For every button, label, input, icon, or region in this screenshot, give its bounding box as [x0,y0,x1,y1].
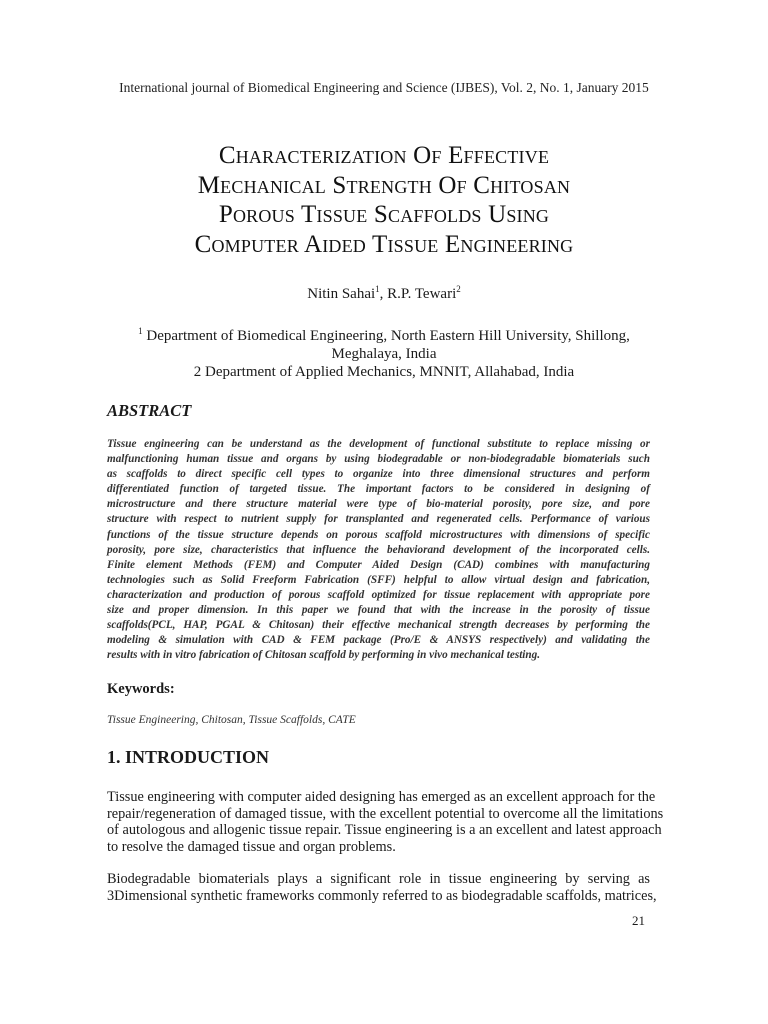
abstract-line: results with in vitro fabrication of Chitosan scaffold by performing in vivo mechanical testing. [107,649,541,662]
author-name: R.P. Tewari [387,286,457,302]
affiliation-line: $^1$ Department of Biomedical Engineering, North Eastern Hill University, Shillong, [138,326,630,344]
abstract-line: scaffolds(PCL, HAP, PGAL & Chitosan) their effective mechanical strength decreases by performing the [107,619,650,632]
abstract-line: Finite element Methods (FEM) and Computer Aided Design (CAD) combines with manufacturing [107,558,650,571]
paper-title [100,141,668,259]
abstract-line: technologies such as Solid Freeform Fabrication (SFF) helpful to allow virtual design and fabrication, [107,573,650,586]
introduction-heading: 1. INTRODUCTION [107,747,270,767]
abstract-line: differentiated function of targeted tissue. The important factors to be considered in designing of [107,483,650,496]
affiliation-line: 2 Department of Applied Mechanics, MNNIT, Allahabad, India [193,364,575,380]
affiliation-marker: 1 [138,326,143,336]
affiliations [100,322,668,381]
abstract-line: Tissue engineering can be understand as the development of functional substitute to replace missing or [107,438,650,450]
abstract-body [107,437,650,663]
abstract-line: as scaffolds to direct specific cell types to organize into three dimensional structures and perform [107,468,650,481]
paragraph-line: of autologous and allogenic tissue repair. Tissue engineering is a an excellent and latest approach [107,822,662,839]
paragraph-line: Tissue engineering with computer aided designing has emerged as an excellent approach for the [107,789,656,805]
paragraph-line: to resolve the damaged tissue and organ problems. [107,838,396,855]
author-separator: , [379,286,388,302]
title-line: Characterization Of Effective [218,142,550,169]
intro-paragraph [107,789,664,855]
abstract-line: characterization and production of porous scaffold optimized for tissue replacement with appropriate pore [107,588,650,601]
keywords-list: Tissue Engineering, Chitosan, Tissue Scaffolds, CATE [107,714,356,726]
keywords-heading: Keywords: [107,681,175,697]
page-number: 21 [632,913,645,928]
title-line: Computer Aided Tissue Engineering [194,230,574,258]
title-line: Mechanical Strength Of Chitosan [197,171,571,199]
intro-paragraph [107,871,657,904]
paragraph-line: Biodegradable biomaterials plays a significant role in tissue engineering by serving as [107,871,650,887]
abstract-line: functions of the tissue structure depends on porous scaffold microstructures with dimensions of specific [107,528,650,541]
author-name: Nitin Sahai [307,286,376,302]
abstract-line: modeling & simulation with CAD & FEM package (Pro/E & ANSYS respectively) and validating the [107,634,650,647]
paragraph-line: repair/regeneration of damaged tissue, with the excellent potential to overcome all the limitations [107,805,664,822]
author-affiliation-marker: 1 [375,284,380,294]
journal-header: International journal of Biomedical Engineering and Science (IJBES), Vol. 2, No. 1, January 2015 [119,80,649,95]
title-line: Porous Tissue Scaffolds Using [218,201,550,228]
abstract-line: size and proper dimension. In this paper we found that with the increase in the porosity of tissue [107,604,650,617]
affiliation-line: Meghalaya, India [331,346,437,362]
abstract-line: structure with respect to nutrient supply for transplanted and regenerated cells. Performance of various [107,513,650,526]
author-affiliation-marker: 2 [456,284,461,294]
abstract-line: malfunctioning human tissue and organs by using biodegradable or non-biodegradable biomaterials such [107,453,650,466]
abstract-heading: ABSTRACT [107,401,192,420]
abstract-line: porosity, pore size, characteristics that influence the behaviorand development of the incorporated cells. [107,543,650,556]
paragraph-line: 3Dimensional synthetic frameworks commonly referred to as biodegradable scaffolds, matrices, [107,887,657,904]
author-line [0,284,768,303]
abstract-line: microstructure and there structure material were type of bio-material porosity, pore size, and pore [107,498,650,511]
